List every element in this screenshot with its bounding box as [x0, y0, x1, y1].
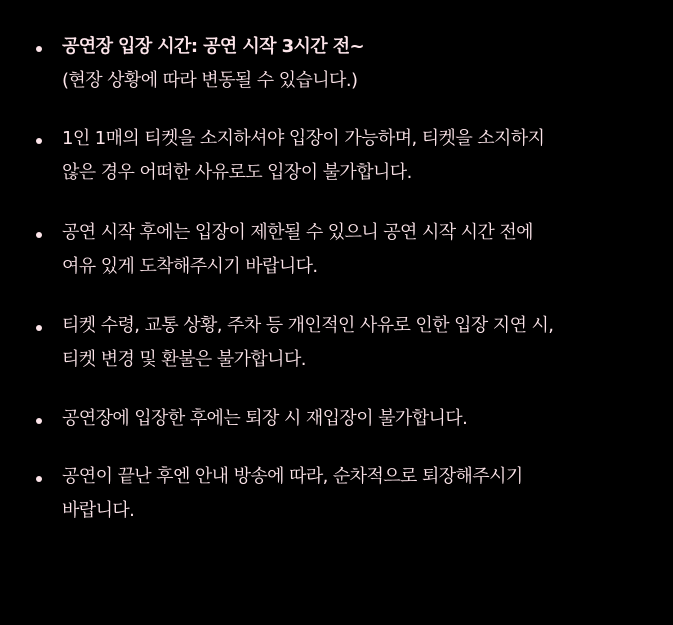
notice-line: 공연이 끝난 후엔 안내 방송에 따라, 순차적으로 퇴장해주시기	[62, 466, 523, 487]
notice-line: 1인 1매의 티켓을 소지하셔야 입장이 가능하며, 티켓을 소지하지	[62, 128, 545, 149]
notice-line: 공연장 입장 시간: 공연 시작 3시간 전~	[62, 36, 365, 57]
bullet-icon	[36, 418, 42, 424]
bullet-icon	[36, 138, 42, 144]
notice-line: (현장 상황에 따라 변동될 수 있습니다.)	[62, 70, 358, 91]
notice-line: 않은 경우 어떠한 사유로도 입장이 불가합니다.	[62, 162, 412, 183]
bullet-icon	[36, 232, 42, 238]
bullet-icon	[36, 476, 42, 482]
notice-line: 바랍니다.	[62, 500, 135, 521]
notice-line: 티켓 수령, 교통 상황, 주차 등 개인적인 사유로 인한 입장 지연 시,	[62, 315, 554, 336]
notice-line: 여유 있게 도착해주시기 바랍니다.	[62, 256, 318, 277]
bullet-icon	[36, 46, 42, 52]
bullet-icon	[36, 325, 42, 331]
notice-line: 공연장에 입장한 후에는 퇴장 시 재입장이 불가합니다.	[62, 408, 468, 429]
notice-line: 티켓 변경 및 환불은 불가합니다.	[62, 349, 306, 370]
notice-line: 공연 시작 후에는 입장이 제한될 수 있으니 공연 시작 시간 전에	[62, 222, 533, 243]
